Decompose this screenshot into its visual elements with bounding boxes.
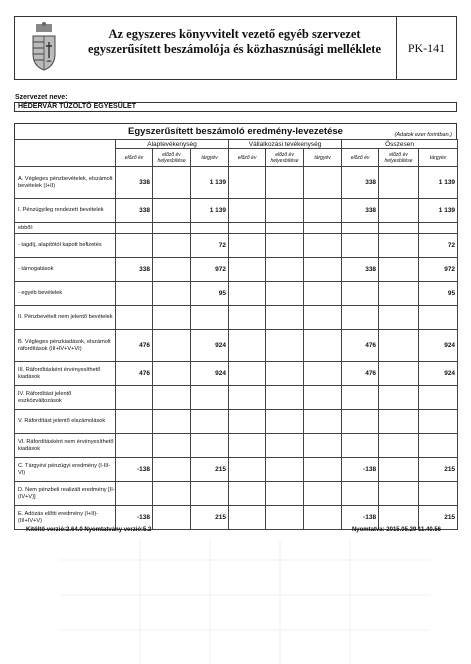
value-cell: -138: [342, 506, 379, 530]
value-cell: 338: [342, 199, 379, 223]
group-header-basic: Alaptevékenység: [116, 140, 229, 149]
value-cell: [379, 410, 419, 434]
value-cell: [304, 330, 342, 362]
value-cell: [379, 306, 419, 330]
table-row: [15, 386, 458, 410]
value-cell: [153, 330, 191, 362]
value-cell: [116, 282, 153, 306]
value-cell: [229, 434, 266, 458]
value-cell: 72: [419, 234, 458, 258]
value-cell: [191, 410, 229, 434]
value-cell: -138: [116, 458, 153, 482]
value-cell: [342, 282, 379, 306]
value-cell: 215: [419, 506, 458, 530]
sub-header: előző év helyesbítése: [379, 149, 419, 167]
value-cell: [153, 434, 191, 458]
row-label: E. Adózás előtti eredmény (I+II)-(III+IV+V): [15, 506, 116, 530]
value-cell: 1 139: [191, 167, 229, 199]
title-line-2: egyszerűsített beszámolója és közhasznúsági melléklete: [88, 42, 381, 56]
value-cell: -138: [116, 506, 153, 530]
value-cell: [191, 386, 229, 410]
row-label: VI. Ráfordításként nem érvényesíthető kiadások: [15, 434, 116, 458]
value-cell: 215: [419, 458, 458, 482]
value-cell: 476: [342, 362, 379, 386]
sub-header: előző év: [342, 149, 379, 167]
value-cell: [266, 258, 304, 282]
table-row: [15, 258, 458, 282]
value-cell: [379, 386, 419, 410]
results-table: [14, 139, 458, 530]
value-cell: [304, 362, 342, 386]
sub-header: előző év helyesbítése: [266, 149, 304, 167]
group-header-total: Összesen: [342, 140, 458, 149]
value-cell: 476: [116, 362, 153, 386]
value-cell: [304, 386, 342, 410]
row-label: C. Tárgyévi pénzügyi eredmény (I-III-VI): [15, 458, 116, 482]
value-cell: [266, 199, 304, 223]
organization-name: HÉDERVÁR TŰZOLTÓ EGYESÜLET: [14, 102, 457, 112]
value-cell: [419, 434, 458, 458]
row-label: II. Pénzbevételt nem jelentő bevételek: [15, 306, 116, 330]
table-row: [15, 167, 458, 199]
value-cell: [266, 410, 304, 434]
row-label: IV. Ráfordítást jelentő eszközváltozások: [15, 386, 116, 410]
value-cell: [191, 482, 229, 506]
value-cell: [379, 458, 419, 482]
value-cell: 972: [191, 258, 229, 282]
value-cell: [229, 223, 266, 234]
value-cell: 72: [191, 234, 229, 258]
value-cell: [266, 306, 304, 330]
value-cell: [116, 434, 153, 458]
value-cell: [116, 386, 153, 410]
value-cell: [229, 234, 266, 258]
value-cell: [229, 306, 266, 330]
value-cell: [116, 234, 153, 258]
table-row: [15, 306, 458, 330]
sub-header: előző év: [229, 149, 266, 167]
value-cell: [379, 434, 419, 458]
table-row: [15, 282, 458, 306]
form-code: PK-141: [396, 17, 456, 79]
value-cell: [342, 482, 379, 506]
value-cell: [266, 458, 304, 482]
value-cell: [266, 434, 304, 458]
value-cell: [191, 434, 229, 458]
sub-header: tárgyév: [419, 149, 458, 167]
value-cell: [266, 482, 304, 506]
value-cell: [153, 386, 191, 410]
value-cell: [419, 482, 458, 506]
row-label: - támogatások: [15, 258, 116, 282]
value-cell: [153, 362, 191, 386]
value-cell: [342, 306, 379, 330]
value-cell: [379, 234, 419, 258]
table-row: [15, 506, 458, 530]
value-cell: [379, 330, 419, 362]
value-cell: [419, 223, 458, 234]
hungarian-coat-of-arms-icon: [15, 17, 73, 79]
value-cell: [229, 386, 266, 410]
value-cell: 924: [191, 362, 229, 386]
table-row: [15, 330, 458, 362]
value-cell: [153, 223, 191, 234]
value-cell: [304, 199, 342, 223]
value-cell: [379, 482, 419, 506]
value-cell: [379, 506, 419, 530]
value-cell: [379, 199, 419, 223]
income-statement: [14, 123, 457, 530]
currency-note: (Adatok ezer forintban.): [394, 132, 452, 138]
value-cell: 1 139: [191, 199, 229, 223]
value-cell: 476: [116, 330, 153, 362]
row-label: I. Pénzügyileg rendezett bevételek: [15, 199, 116, 223]
value-cell: [229, 330, 266, 362]
table-row: [15, 458, 458, 482]
value-cell: [304, 482, 342, 506]
row-label: D. Nem pénzbeli realizált eredmény [II-(IV+V)]: [15, 482, 116, 506]
table-row: [15, 234, 458, 258]
value-cell: [153, 410, 191, 434]
value-cell: 338: [116, 199, 153, 223]
value-cell: [153, 234, 191, 258]
sub-header: előző év helyesbítése: [153, 149, 191, 167]
table-row: [15, 410, 458, 434]
row-label: V. Ráfordítást jelentő elszámolások: [15, 410, 116, 434]
value-cell: -138: [342, 458, 379, 482]
form-title: [73, 17, 396, 79]
value-cell: [304, 234, 342, 258]
value-cell: [116, 306, 153, 330]
value-cell: [304, 458, 342, 482]
value-cell: [153, 506, 191, 530]
section-title-text: Egyszerűsített beszámoló eredmény-levezetése: [128, 126, 343, 137]
value-cell: [229, 199, 266, 223]
value-cell: [229, 506, 266, 530]
value-cell: [304, 506, 342, 530]
value-cell: [266, 330, 304, 362]
value-cell: [304, 282, 342, 306]
value-cell: [419, 410, 458, 434]
value-cell: [419, 306, 458, 330]
table-row: [15, 362, 458, 386]
value-cell: 924: [419, 362, 458, 386]
value-cell: [342, 434, 379, 458]
value-cell: [116, 223, 153, 234]
sub-header: tárgyév: [304, 149, 342, 167]
value-cell: 1 139: [419, 167, 458, 199]
value-cell: [304, 410, 342, 434]
value-cell: [342, 234, 379, 258]
value-cell: 924: [191, 330, 229, 362]
value-cell: [153, 482, 191, 506]
value-cell: [304, 167, 342, 199]
value-cell: [419, 386, 458, 410]
value-cell: 215: [191, 506, 229, 530]
value-cell: [229, 410, 266, 434]
value-cell: [379, 223, 419, 234]
value-cell: 95: [191, 282, 229, 306]
value-cell: [266, 167, 304, 199]
value-cell: [229, 167, 266, 199]
value-cell: 338: [116, 258, 153, 282]
label-header-cell: [15, 140, 116, 167]
value-cell: [229, 482, 266, 506]
value-cell: [153, 458, 191, 482]
row-label: - tagdíj, alapítótól kapott befizetés: [15, 234, 116, 258]
value-cell: [191, 306, 229, 330]
value-cell: [304, 434, 342, 458]
row-label: ebből:: [15, 223, 116, 234]
software-version: Kitöltő verzió:2.64.0 Nyomtatvány verzió:5.2: [26, 527, 152, 533]
value-cell: 215: [191, 458, 229, 482]
value-cell: [153, 167, 191, 199]
row-label: A. Végleges pénzbevételek, elszámolt bevételek (I+II): [15, 167, 116, 199]
value-cell: [379, 167, 419, 199]
value-cell: [342, 386, 379, 410]
value-cell: [266, 506, 304, 530]
value-cell: 338: [116, 167, 153, 199]
value-cell: [229, 458, 266, 482]
value-cell: 338: [342, 258, 379, 282]
value-cell: [304, 306, 342, 330]
value-cell: [229, 258, 266, 282]
value-cell: [379, 258, 419, 282]
value-cell: [153, 306, 191, 330]
value-cell: [379, 282, 419, 306]
group-header-business: Vállalkozási tevékenység: [229, 140, 342, 149]
value-cell: [304, 223, 342, 234]
table-row: [15, 482, 458, 506]
value-cell: [266, 386, 304, 410]
print-timestamp: Nyomtatva: 2015.05.29 11.40.56: [351, 527, 441, 533]
value-cell: [116, 410, 153, 434]
section-title: [14, 123, 457, 139]
table-body: [15, 167, 458, 530]
table-row: [15, 434, 458, 458]
value-cell: [116, 482, 153, 506]
value-cell: [266, 223, 304, 234]
value-cell: [304, 258, 342, 282]
sub-header: tárgyév: [191, 149, 229, 167]
row-label: - egyéb bevételek: [15, 282, 116, 306]
table-row: [15, 223, 458, 234]
row-label: III. Ráfordításként érvényesíthető kiadások: [15, 362, 116, 386]
value-cell: [229, 362, 266, 386]
value-cell: [266, 234, 304, 258]
value-cell: [379, 362, 419, 386]
value-cell: 476: [342, 330, 379, 362]
sub-header: előző év: [116, 149, 153, 167]
organization-label: Szervezet neve:: [15, 94, 68, 101]
value-cell: [342, 223, 379, 234]
value-cell: [342, 410, 379, 434]
value-cell: 1 139: [419, 199, 458, 223]
value-cell: 338: [342, 167, 379, 199]
value-cell: 95: [419, 282, 458, 306]
value-cell: 972: [419, 258, 458, 282]
value-cell: [191, 223, 229, 234]
value-cell: [153, 199, 191, 223]
row-label: B. Végleges pénzkiadások, elszámolt ráfordítások (III+IV+V+VI): [15, 330, 116, 362]
table-row: [15, 199, 458, 223]
value-cell: [266, 282, 304, 306]
blank-page-ruling: [0, 540, 471, 664]
value-cell: [229, 282, 266, 306]
value-cell: 924: [419, 330, 458, 362]
value-cell: [153, 282, 191, 306]
value-cell: [153, 258, 191, 282]
form-header: [14, 16, 457, 80]
title-line-1: Az egyszeres könyvvitelt vezető egyéb szervezet: [108, 27, 361, 41]
value-cell: [266, 362, 304, 386]
